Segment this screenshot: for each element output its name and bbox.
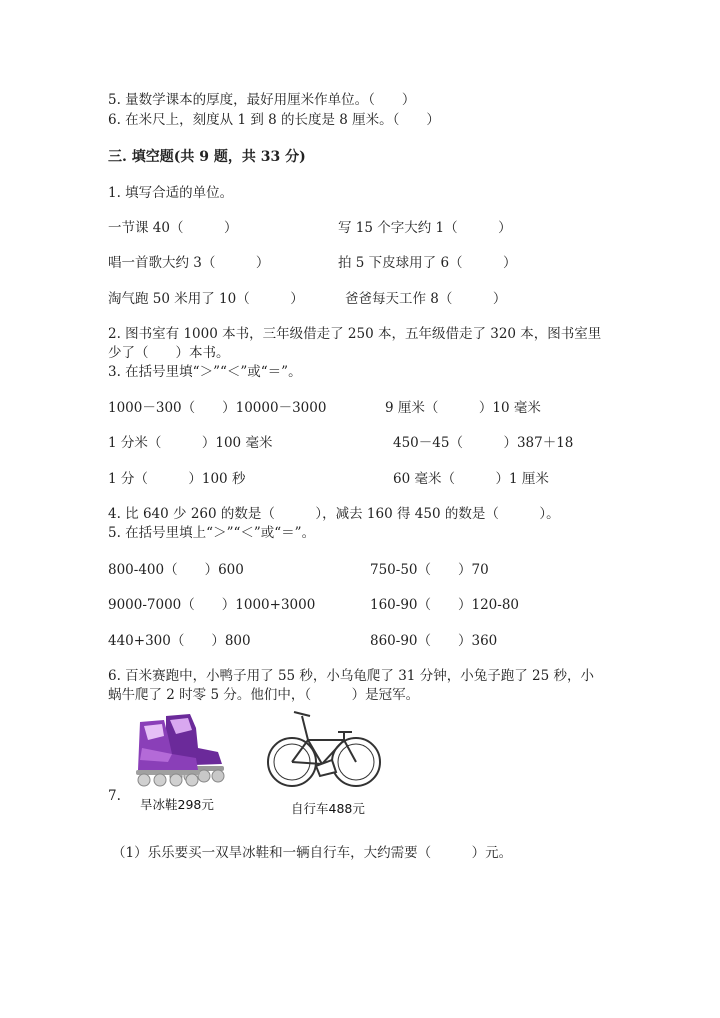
q2-line1: 2. 图书室有 1000 本书，三年级借走了 250 本，五年级借走了 320 本，图书室里	[108, 326, 602, 342]
q6-line2: 蜗牛爬了 2 时零 5 分。他们中，（ ）是冠军。	[108, 687, 420, 703]
q1-title: 1. 填写合适的单位。	[108, 185, 234, 201]
q3-row3-left: 1 分（ ）100 秒	[108, 471, 246, 487]
q1-row1-left: 一节课 40（ ）	[108, 220, 238, 236]
bicycle-image	[262, 706, 386, 792]
q6-line1: 6. 百米赛跑中，小鸭子用了 55 秒，小乌龟爬了 31 分钟，小兔子跑了 25 秒，小	[108, 668, 594, 684]
section-title: 三. 填空题(共 9 题，共 33 分)	[108, 149, 306, 165]
q7-number: 7.	[108, 788, 121, 804]
roller-skate-image	[118, 708, 238, 788]
q1-row2-left: 唱一首歌大约 3（ ）	[108, 255, 270, 271]
judge-question-6: 6. 在米尺上，刻度从 1 到 8 的长度是 8 厘米。（ ）	[108, 112, 440, 128]
q3-row1-right: 9 厘米（ ）10 毫米	[385, 400, 541, 416]
q1-row2-right: 拍 5 下皮球用了 6（ ）	[338, 255, 517, 271]
q5-row3-left: 440+300（ ）800	[108, 633, 251, 649]
q1-row3-left: 淘气跑 50 米用了 10（ ）	[108, 291, 304, 307]
q3-row3-right: 60 毫米（ ）1 厘米	[393, 471, 549, 487]
q1-row1-right: 写 15 个字大约 1（ ）	[338, 220, 512, 236]
q5-row2-right: 160-90（ ）120-80	[370, 597, 520, 613]
q3-row2-right: 450－45（ ）387＋18	[393, 435, 574, 451]
q5-title: 5. 在括号里填上“＞”“＜”或“＝”。	[108, 525, 316, 541]
q5-row1-left: 800-400（ ）600	[108, 562, 244, 578]
q5-row1-right: 750-50（ ）70	[370, 562, 489, 578]
q3-row1-left: 1000－300（ ）10000－3000	[108, 400, 327, 416]
skate-caption: 旱冰鞋298元	[140, 797, 214, 812]
q4-text: 4. 比 640 少 260 的数是（ ），减去 160 得 450 的数是（ ）。	[108, 506, 560, 522]
q3-title: 3. 在括号里填“＞”“＜”或“＝”。	[108, 364, 302, 380]
q3-row2-left: 1 分米（ ）100 毫米	[108, 435, 273, 451]
bike-caption: 自行车488元	[291, 801, 365, 816]
q7-sub1: （1）乐乐要买一双旱冰鞋和一辆自行车，大约需要（ ）元。	[112, 845, 513, 861]
q5-row2-left: 9000-7000（ ）1000+3000	[108, 597, 316, 613]
q1-row3-right: 爸爸每天工作 8（ ）	[345, 291, 507, 307]
judge-question-5: 5. 量数学课本的厚度，最好用厘米作单位。（ ）	[108, 92, 416, 108]
q5-row3-right: 860-90（ ）360	[370, 633, 498, 649]
q2-line2: 少了（ ）本书。	[108, 345, 230, 361]
